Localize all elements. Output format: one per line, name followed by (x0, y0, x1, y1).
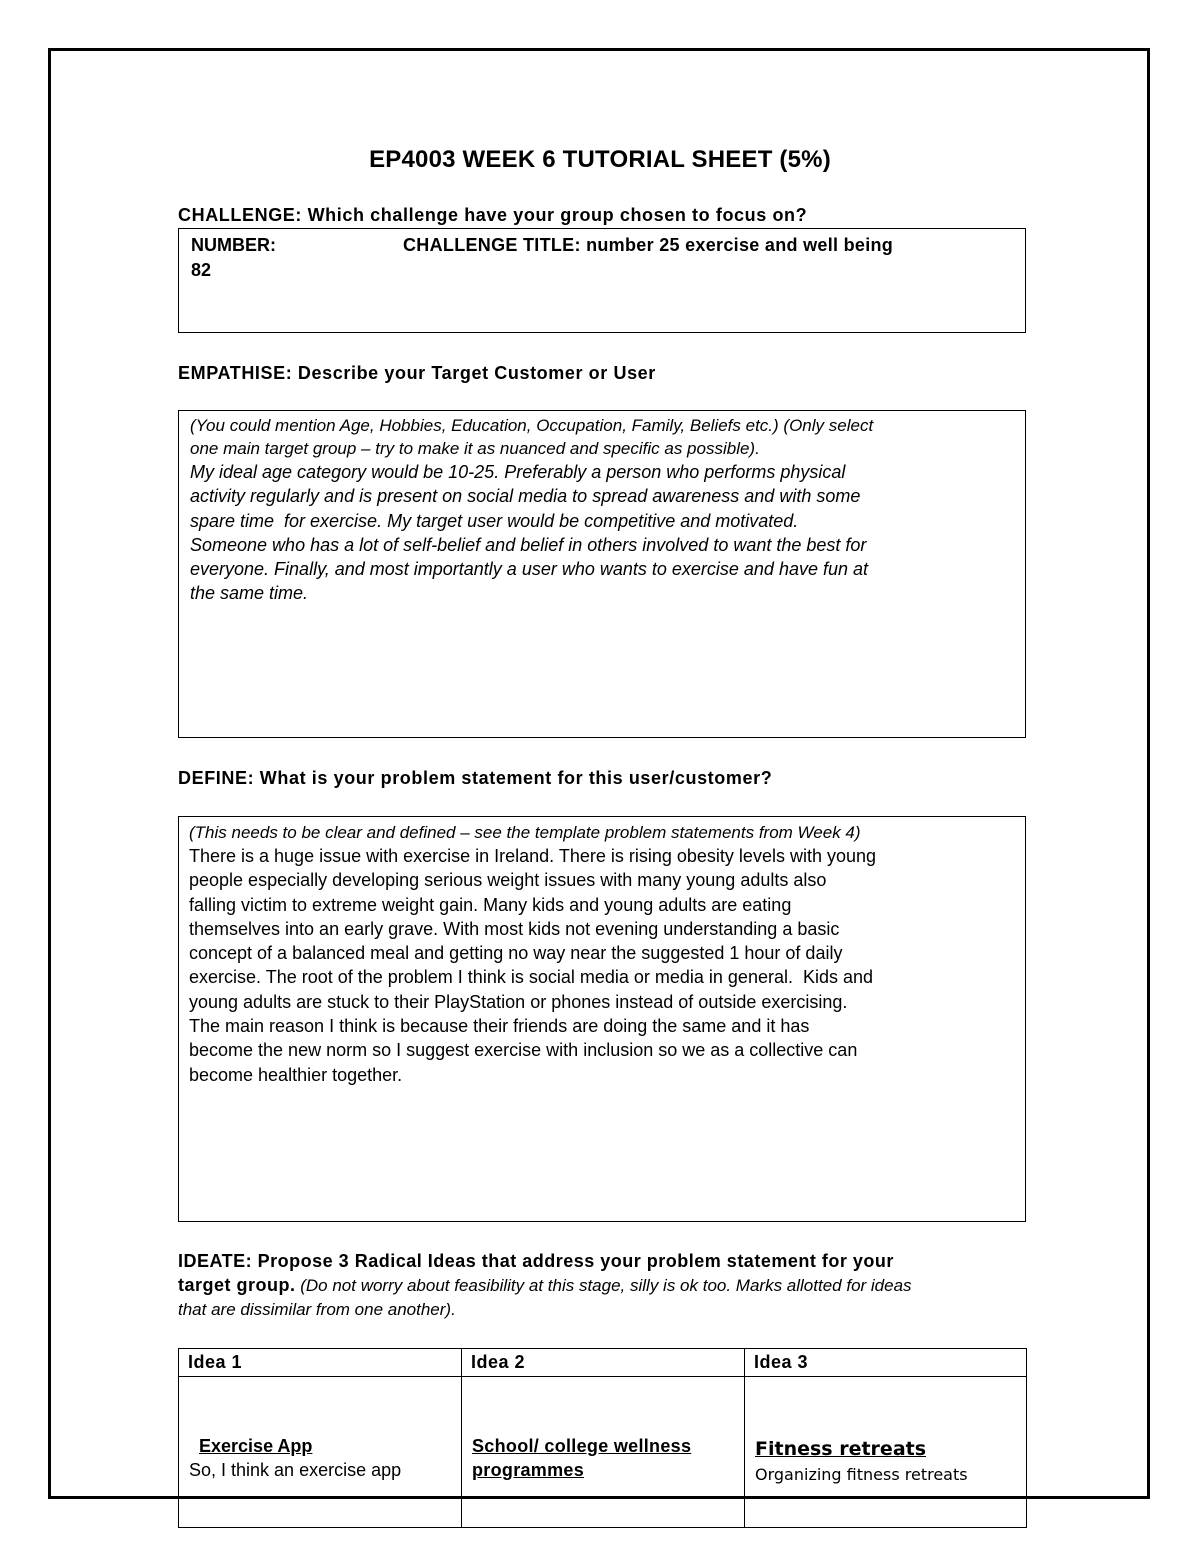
ideate-heading-italic: (Do not worry about feasibility at this stage, silly is ok too. Marks allotted for ideas (295, 1276, 912, 1295)
idea-column-header: Idea 2 (462, 1349, 745, 1377)
idea-column-header: Idea 3 (745, 1349, 1027, 1377)
idea-3-title: Fitness retreats (755, 1438, 927, 1460)
empathise-answer-line: My ideal age category would be 10-25. Preferably a person who performs physical (190, 462, 846, 482)
idea-1-text: So, I think an exercise app (189, 1460, 402, 1480)
ideas-body-row (179, 1377, 1027, 1528)
define-answer-line: There is a huge issue with exercise in Ireland. There is rising obesity levels with young (189, 846, 877, 866)
idea-1-title: Exercise App (199, 1436, 313, 1456)
define-answer-line: become healthier together. (189, 1064, 403, 1085)
ideate-heading (178, 1249, 1038, 1322)
define-answer-line: young adults are stuck to their PlayStation or phones instead of outside exercising. (189, 991, 848, 1012)
empathise-box (178, 410, 1026, 738)
define-answer-line: The main reason I think is because their friends are doing the same and it has (189, 1016, 810, 1037)
empathise-text (190, 414, 873, 606)
challenge-heading: CHALLENGE: Which challenge have your group chosen to focus on? (178, 205, 808, 225)
define-answer-line: concept of a balanced meal and getting no way near the suggested 1 hour of daily (189, 943, 843, 964)
empathise-answer-line: Someone who has a lot of self-belief and belief in others involved to want the best for (190, 534, 867, 555)
define-prompt: (This needs to be clear and defined – see the template problem statements from Week 4) (189, 823, 861, 842)
page-title: EP4003 WEEK 6 TUTORIAL SHEET (5%) (369, 146, 831, 173)
idea-3-cell (745, 1377, 1027, 1528)
challenge-title: CHALLENGE TITLE: number 25 exercise and well being (403, 235, 894, 255)
idea-2-cell (462, 1377, 745, 1528)
define-heading: DEFINE: What is your problem statement for this user/customer? (178, 768, 773, 788)
define-answer-line: falling victim to extreme weight gain. Many kids and young adults are eating (189, 894, 792, 915)
define-answer-line: themselves into an early grave. With most kids not evening understanding a basic (189, 918, 840, 939)
idea-1-cell (179, 1377, 462, 1528)
ideate-heading-line: that are dissimilar from one another). (178, 1300, 456, 1319)
ideate-heading-line: IDEATE: Propose 3 Radical Ideas that address your problem statement for your (178, 1251, 894, 1271)
idea-3-text: Organizing fitness retreats (755, 1465, 968, 1484)
empathise-answer-line: the same time. (190, 583, 309, 604)
idea-2-title-line: programmes (472, 1460, 585, 1480)
ideate-heading-bold: target group. (178, 1275, 296, 1295)
challenge-number-value: 82 (191, 260, 212, 280)
ideas-table (178, 1348, 1027, 1528)
empathise-answer-line: spare time for exercise. My target user would be competitive and motivated. (190, 510, 799, 531)
idea-column-header: Idea 1 (179, 1349, 462, 1377)
idea-2-title-line: School/ college wellness (472, 1436, 692, 1456)
ideate-heading-line (178, 1273, 1038, 1298)
define-answer-line: exercise. The root of the problem I think is social media or media in general. Kids and (189, 967, 874, 988)
empathise-answer-line: everyone. Finally, and most importantly a user who wants to exercise and have fun at (190, 559, 869, 580)
challenge-number-label: NUMBER: (191, 235, 276, 255)
challenge-box (178, 228, 1026, 333)
define-answer-line: people especially developing serious weight issues with many young adults also (189, 870, 827, 891)
empathise-heading: EMPATHISE: Describe your Target Customer or User (178, 363, 656, 383)
empathise-answer-line: activity regularly and is present on social media to spread awareness and with some (190, 486, 861, 507)
empathise-prompt-line: (You could mention Age, Hobbies, Education, Occupation, Family, Beliefs etc.) (Only select (190, 416, 874, 435)
ideas-header-row (179, 1349, 1027, 1377)
empathise-prompt-line: one main target group – try to make it as nuanced and specific as possible). (190, 439, 760, 458)
define-text (189, 821, 876, 1087)
define-answer-line: become the new norm so I suggest exercise with inclusion so we as a collective can (189, 1040, 858, 1061)
define-box (178, 816, 1026, 1222)
